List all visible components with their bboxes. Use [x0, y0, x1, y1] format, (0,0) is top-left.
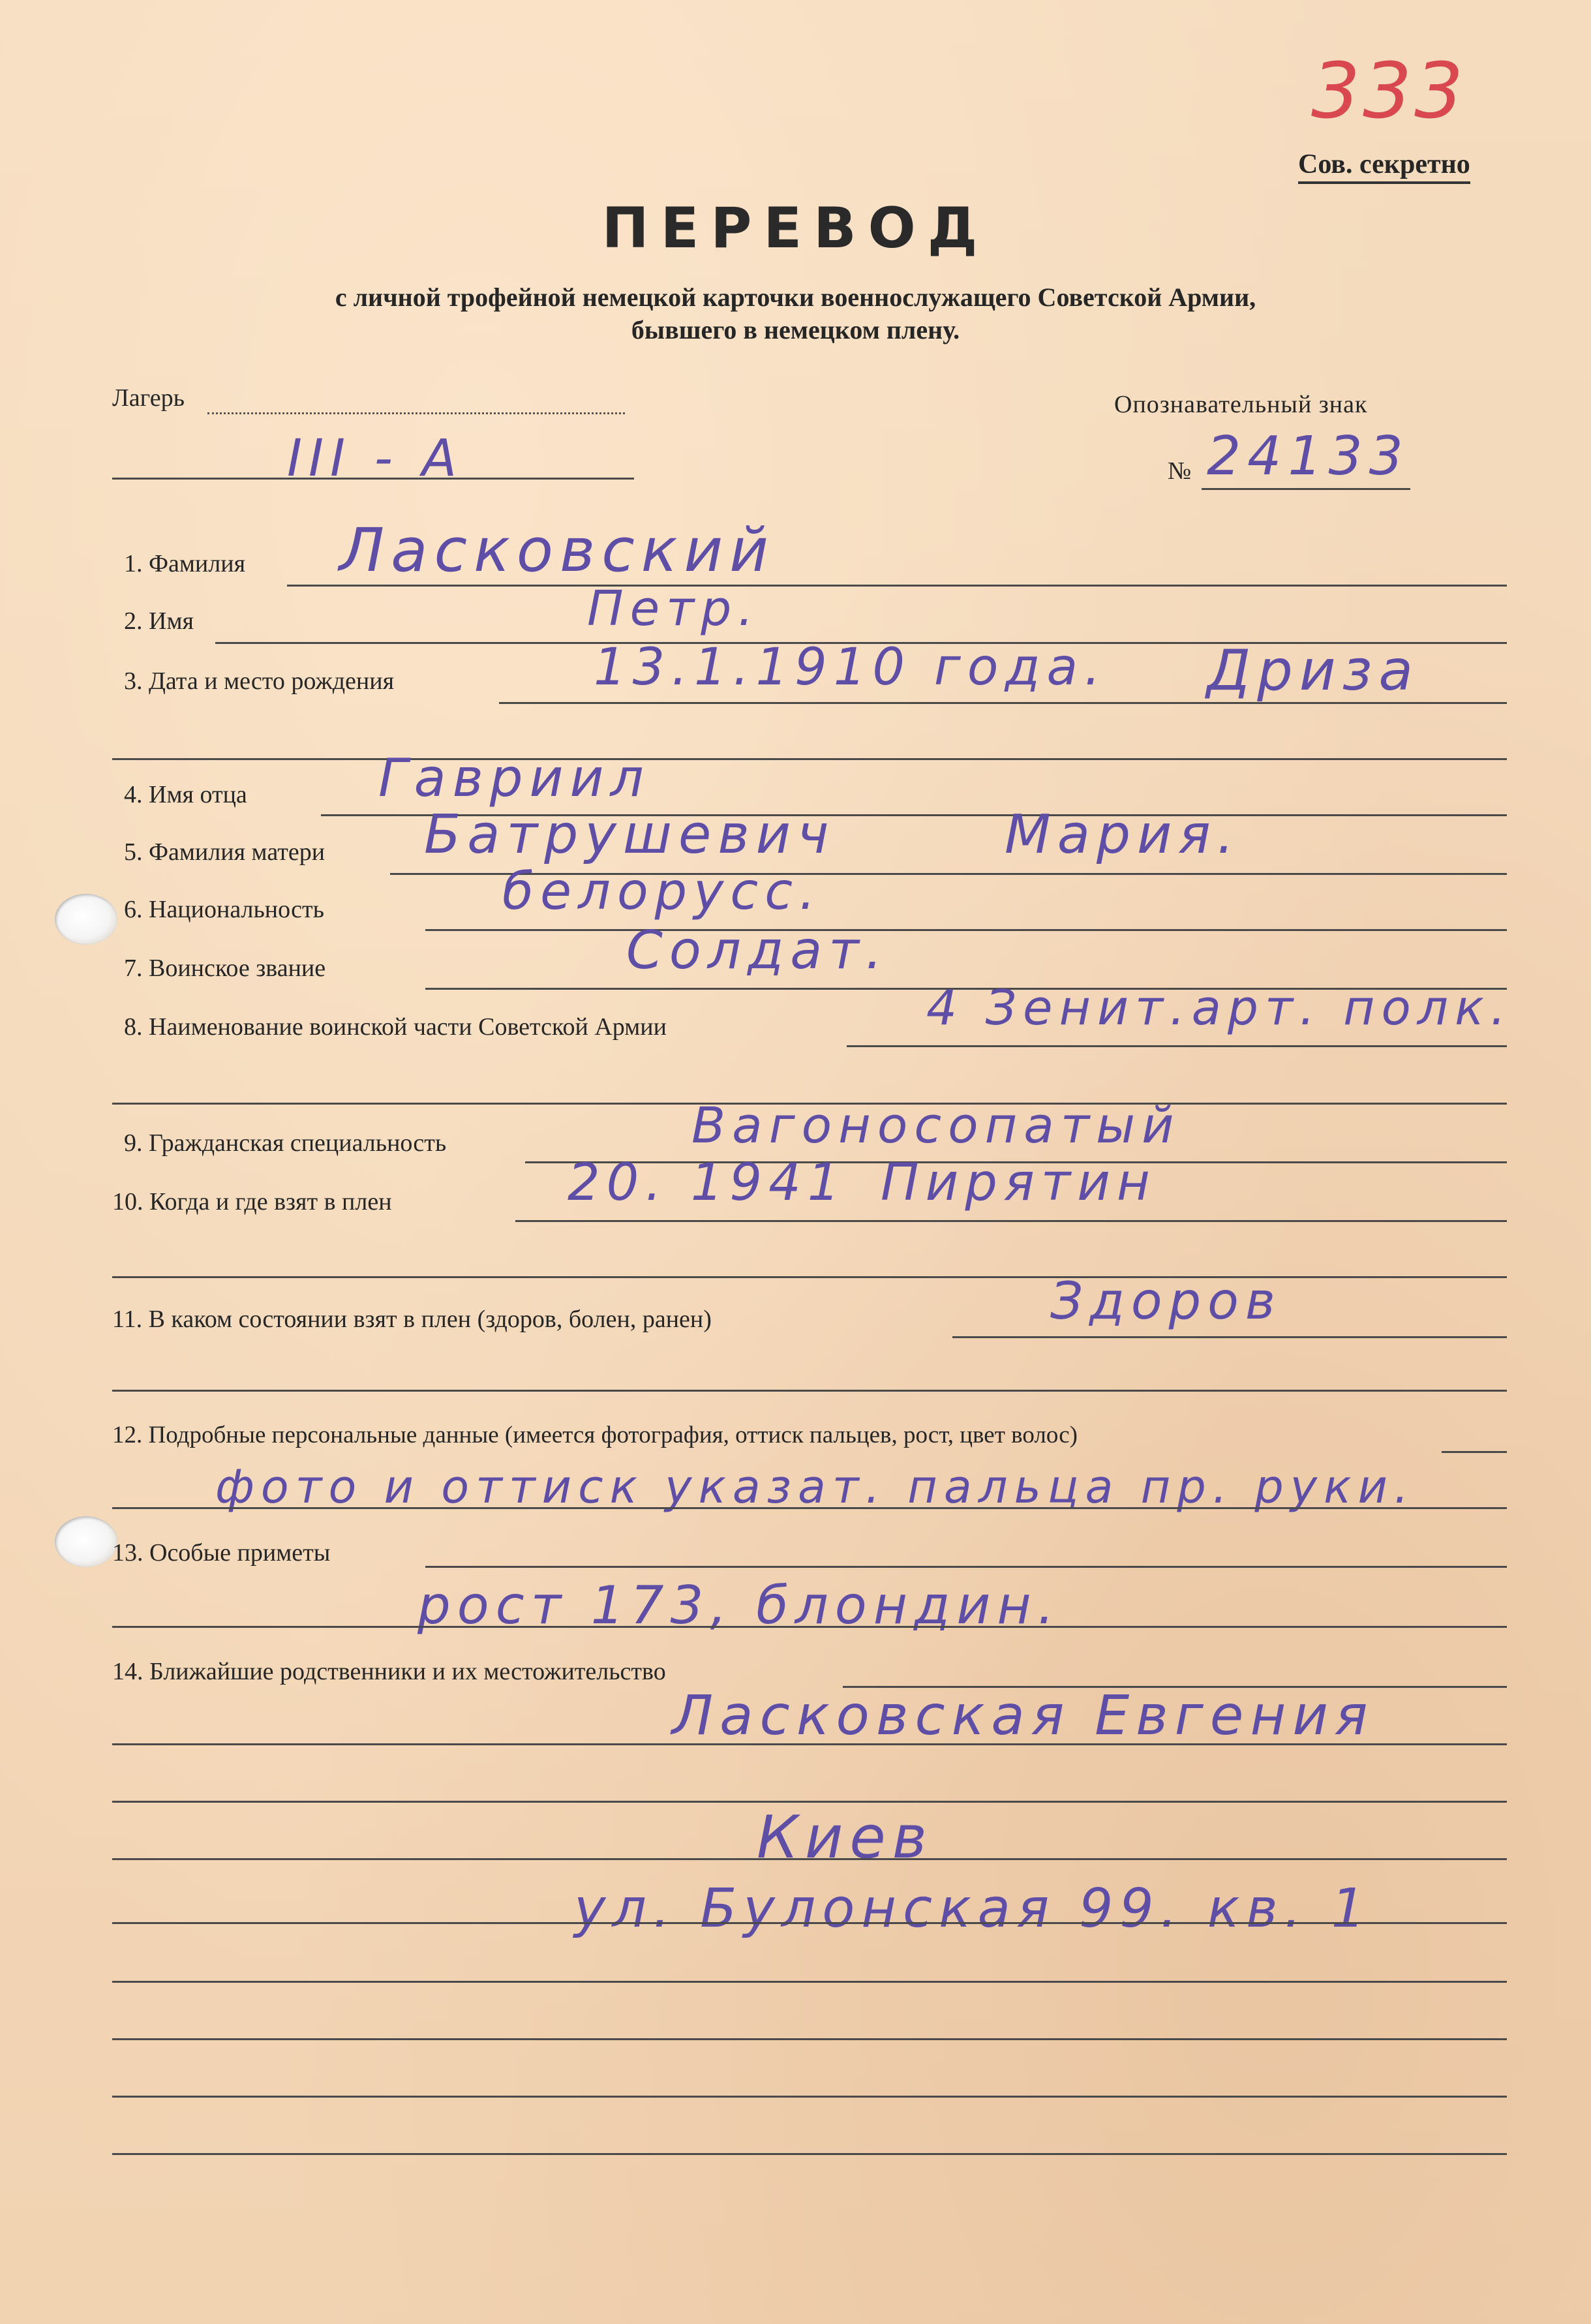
classification-stamp: Сов. секретно — [1298, 149, 1470, 184]
field-11-value: Здоров — [1050, 1272, 1282, 1331]
field-13-value: рост 173, блондин. — [417, 1575, 1061, 1636]
field-14-value-1: Ласковская Евгения — [672, 1683, 1374, 1747]
field-3-line-2 — [112, 758, 1507, 760]
field-2-label: 2. Имя — [124, 607, 194, 635]
field-7-value: Солдат. — [626, 920, 889, 981]
field-10-value: 20. 1941 — [568, 1154, 847, 1212]
field-4-label: 4. Имя отца — [124, 781, 247, 808]
field-9-value: Вагоносопатый — [691, 1096, 1181, 1154]
field-10-line — [515, 1220, 1507, 1222]
camp-line — [112, 478, 634, 480]
field-13-line — [425, 1566, 1507, 1568]
field-6-label: 6. Национальность — [124, 896, 324, 923]
field-12-line — [1442, 1451, 1507, 1453]
field-11-label: 11. В каком состоянии взят в плен (здоров, болен, ранен) — [112, 1306, 712, 1333]
id-tag-label: Опознавательный знак — [1114, 391, 1368, 418]
field-12-value: фото и оттиск указат. пальца пр. руки. — [215, 1460, 1416, 1514]
field-14-line-3 — [112, 1801, 1507, 1803]
field-10-line-2 — [112, 1276, 1507, 1278]
field-14-label: 14. Ближайшие родственники и их местожительство — [112, 1658, 666, 1685]
field-3-line — [499, 702, 1507, 704]
archive-number: 333 — [1311, 46, 1466, 136]
field-5-value-name: Мария. — [1005, 804, 1241, 866]
field-13-line-2 — [112, 1626, 1507, 1628]
field-7-label: 7. Воинское звание — [124, 955, 326, 982]
field-14-line-5 — [112, 1922, 1507, 1924]
camp-label: Лагерь — [112, 384, 185, 412]
field-3-value-place: Дриза — [1207, 638, 1420, 703]
field-12-line-2 — [112, 1507, 1507, 1509]
id-number-line — [1202, 488, 1410, 490]
field-1-value: Ласковский — [339, 515, 775, 585]
field-6-value: белорусс. — [502, 863, 822, 921]
camp-value: III - A — [287, 429, 464, 488]
field-8-value: 4 Зенит.арт. полк. — [926, 980, 1513, 1036]
field-6-line — [425, 929, 1507, 931]
field-11-line — [952, 1336, 1507, 1338]
field-2-value: Петр. — [587, 581, 760, 637]
id-number-value: 24133 — [1207, 425, 1410, 487]
field-4-value: Гавриил — [378, 748, 650, 808]
field-12-label: 12. Подробные персональные данные (имеется фотография, оттиск пальцев, рост, цвет волос) — [112, 1422, 1078, 1448]
punch-hole-top — [55, 894, 117, 945]
document-subtitle-line2: бывшего в немецком плену. — [631, 315, 960, 344]
field-5-value: Батрушевич — [424, 804, 836, 866]
document-subtitle-line1: с личной трофейной немецкой карточки военнослужащего Советской Армии, — [335, 283, 1256, 312]
field-11-line-2 — [112, 1390, 1507, 1392]
field-1-label: 1. Фамилия — [124, 550, 246, 577]
field-14-line-4 — [112, 1858, 1507, 1860]
id-number-prefix: № — [1168, 457, 1192, 485]
field-14-value-2: Киев — [757, 1803, 933, 1872]
field-14-line-7 — [112, 2038, 1507, 2040]
field-14-line-9 — [112, 2153, 1507, 2155]
field-1-line — [287, 585, 1507, 587]
field-9-label: 9. Гражданская специальность — [124, 1129, 447, 1157]
field-3-label: 3. Дата и место рождения — [124, 667, 395, 695]
field-13-label: 13. Особые приметы — [112, 1539, 331, 1567]
field-5-label: 5. Фамилия матери — [124, 838, 326, 866]
field-10-label: 10. Когда и где взят в плен — [112, 1188, 392, 1216]
field-14-value-3: ул. Булонская 99. кв. 1 — [574, 1878, 1372, 1940]
field-14-line-6 — [112, 1981, 1507, 1983]
field-14-line-8 — [112, 2096, 1507, 2098]
field-8-line — [847, 1045, 1507, 1047]
document-title: ПЕРЕВОД — [601, 196, 990, 261]
camp-dotted-line — [207, 412, 625, 414]
field-3-value: 13.1.1910 года. — [594, 638, 1107, 697]
punch-hole-bottom — [55, 1516, 117, 1567]
field-10-value-place: Пирятин — [881, 1154, 1157, 1212]
field-8-label: 8. Наименование воинской части Советской Армии — [124, 1013, 667, 1041]
field-14-line-2 — [112, 1743, 1507, 1745]
